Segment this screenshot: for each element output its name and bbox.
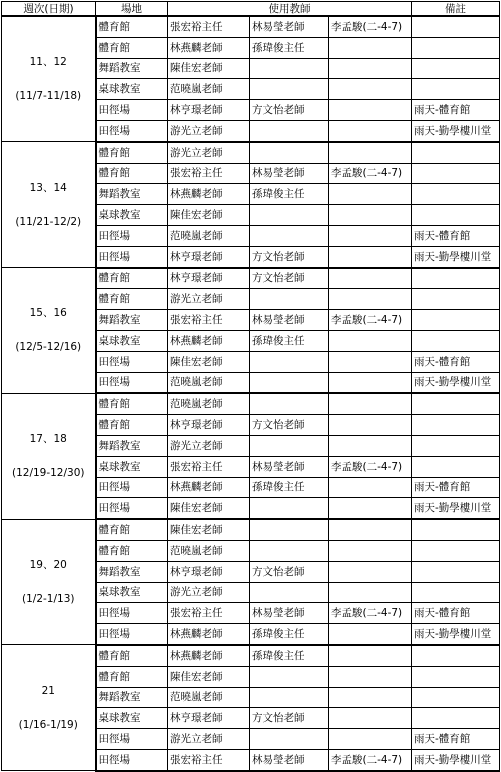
teacher-cell: 張宏裕主任	[168, 163, 250, 184]
venue-cell: 體育館	[96, 37, 168, 58]
teacher-cell	[329, 100, 412, 121]
remark-cell: 雨天-體育館	[412, 351, 500, 372]
teacher-cell: 林亨璟老師	[168, 246, 250, 267]
teacher-cell: 游光立老師	[168, 582, 250, 603]
venue-cell: 舞蹈教室	[96, 687, 168, 708]
remark-cell	[412, 205, 500, 226]
remark-cell: 雨天-勤學樓川堂	[412, 749, 500, 770]
venue-cell: 田徑場	[96, 225, 168, 246]
table-row	[2, 645, 500, 666]
venue-cell: 田徑場	[96, 749, 168, 770]
teacher-cell: 林亨璟老師	[168, 100, 250, 121]
teacher-cell: 林燕麟老師	[168, 477, 250, 498]
teacher-cell: 林易瑩老師	[250, 603, 329, 624]
teacher-cell	[250, 393, 329, 414]
table-row	[2, 16, 500, 37]
teacher-cell: 李孟駿(二-4-7)	[329, 603, 412, 624]
teacher-cell: 孫瑋俊主任	[250, 184, 329, 205]
teacher-cell	[329, 477, 412, 498]
venue-cell: 桌球教室	[96, 582, 168, 603]
teacher-cell: 孫瑋俊主任	[250, 477, 329, 498]
teacher-cell: 林燕麟老師	[168, 37, 250, 58]
remark-cell	[412, 540, 500, 561]
venue-cell: 田徑場	[96, 498, 168, 519]
teacher-cell	[329, 415, 412, 436]
teacher-cell	[329, 120, 412, 141]
remark-cell	[412, 582, 500, 603]
teacher-cell: 林燕麟老師	[168, 624, 250, 645]
venue-cell: 田徑場	[96, 120, 168, 141]
venue-cell: 體育館	[96, 666, 168, 687]
remark-cell	[412, 561, 500, 582]
table-row	[2, 142, 500, 163]
teacher-cell	[329, 561, 412, 582]
remark-cell: 雨天-體育館	[412, 603, 500, 624]
teacher-cell	[329, 435, 412, 456]
teacher-cell: 方文怡老師	[250, 415, 329, 436]
venue-cell: 桌球教室	[96, 708, 168, 729]
week-cell	[2, 519, 96, 645]
venue-cell: 舞蹈教室	[96, 58, 168, 79]
week-cell	[2, 142, 96, 268]
teacher-cell: 林易瑩老師	[250, 456, 329, 477]
week-number: 15、16	[29, 307, 67, 320]
venue-cell: 舞蹈教室	[96, 561, 168, 582]
venue-cell: 體育館	[96, 393, 168, 414]
teacher-cell: 林易瑩老師	[250, 163, 329, 184]
teacher-cell	[329, 225, 412, 246]
teacher-cell: 方文怡老師	[250, 268, 329, 289]
teacher-cell: 范曉嵐老師	[168, 79, 250, 100]
week-date-range: (12/5-12/16)	[15, 341, 82, 354]
teacher-cell	[329, 519, 412, 540]
venue-cell: 桌球教室	[96, 456, 168, 477]
teacher-cell: 陳佳宏老師	[168, 205, 250, 226]
teacher-cell: 方文怡老師	[250, 561, 329, 582]
venue-cell: 體育館	[96, 415, 168, 436]
remark-cell	[412, 163, 500, 184]
teacher-cell: 林易瑩老師	[250, 16, 329, 37]
venue-cell: 田徑場	[96, 372, 168, 393]
teacher-cell	[250, 120, 329, 141]
week-date-range: (11/7-11/18)	[15, 90, 82, 103]
table-row	[2, 519, 500, 540]
teacher-cell	[250, 289, 329, 310]
teacher-cell	[250, 519, 329, 540]
teacher-cell	[250, 498, 329, 519]
teacher-cell: 張宏裕主任	[168, 749, 250, 770]
week-number: 11、12	[29, 56, 67, 69]
teacher-cell	[329, 351, 412, 372]
teacher-cell	[250, 540, 329, 561]
venue-cell: 田徑場	[96, 729, 168, 750]
teacher-cell: 孫瑋俊主任	[250, 645, 329, 666]
week-date-range: (12/19-12/30)	[11, 467, 85, 480]
teacher-cell	[329, 393, 412, 414]
week-date-range: (1/16-1/19)	[18, 718, 78, 731]
teacher-cell	[250, 58, 329, 79]
schedule-sheet	[1, 1, 499, 766]
teacher-cell	[329, 58, 412, 79]
teacher-cell	[329, 498, 412, 519]
teacher-cell	[250, 687, 329, 708]
week-number: 21	[41, 684, 55, 697]
venue-cell: 體育館	[96, 268, 168, 289]
teacher-cell	[329, 645, 412, 666]
teacher-cell: 游光立老師	[168, 729, 250, 750]
remark-cell	[412, 16, 500, 37]
teacher-cell	[329, 268, 412, 289]
week-date-range: (1/2-1/13)	[22, 593, 75, 606]
remark-cell: 雨天-勤學樓川堂	[412, 372, 500, 393]
teacher-cell: 陳佳宏老師	[168, 58, 250, 79]
remark-cell	[412, 37, 500, 58]
teacher-cell	[329, 540, 412, 561]
remark-cell: 雨天-勤學樓川堂	[412, 624, 500, 645]
venue-cell: 體育館	[96, 519, 168, 540]
teacher-cell	[329, 142, 412, 163]
teacher-cell: 李孟駿(二-4-7)	[329, 310, 412, 331]
teacher-cell: 游光立老師	[168, 289, 250, 310]
teacher-cell: 張宏裕主任	[168, 603, 250, 624]
teacher-cell	[329, 666, 412, 687]
teacher-cell: 林亨璟老師	[168, 415, 250, 436]
teacher-cell	[250, 79, 329, 100]
remark-cell	[412, 687, 500, 708]
teacher-cell: 林亨璟老師	[168, 561, 250, 582]
venue-cell: 田徑場	[96, 603, 168, 624]
teacher-cell: 林亨璟老師	[168, 268, 250, 289]
teacher-cell: 游光立老師	[168, 120, 250, 141]
header-remarks: 備註	[412, 2, 500, 17]
teacher-cell	[329, 624, 412, 645]
teacher-cell: 林易瑩老師	[250, 310, 329, 331]
venue-cell: 體育館	[96, 645, 168, 666]
venue-cell: 體育館	[96, 16, 168, 37]
teacher-cell: 范曉嵐老師	[168, 687, 250, 708]
teacher-cell: 陳佳宏老師	[168, 666, 250, 687]
venue-cell: 田徑場	[96, 351, 168, 372]
remark-cell: 雨天-體育館	[412, 477, 500, 498]
teacher-cell	[329, 289, 412, 310]
teacher-cell: 張宏裕主任	[168, 16, 250, 37]
teacher-cell: 孫瑋俊主任	[250, 37, 329, 58]
teacher-cell	[250, 351, 329, 372]
teacher-cell	[250, 225, 329, 246]
teacher-cell: 陳佳宏老師	[168, 498, 250, 519]
teacher-cell: 方文怡老師	[250, 708, 329, 729]
header-teachers: 使用教師	[168, 2, 412, 17]
teacher-cell	[329, 79, 412, 100]
teacher-cell: 孫瑋俊主任	[250, 330, 329, 351]
teacher-cell	[250, 729, 329, 750]
remark-cell	[412, 666, 500, 687]
remark-cell	[412, 708, 500, 729]
teacher-cell	[329, 37, 412, 58]
teacher-cell: 李孟駿(二-4-7)	[329, 163, 412, 184]
remark-cell	[412, 58, 500, 79]
teacher-cell	[250, 372, 329, 393]
remark-cell	[412, 79, 500, 100]
remark-cell: 雨天-體育館	[412, 729, 500, 750]
teacher-cell: 李孟駿(二-4-7)	[329, 749, 412, 770]
week-number: 19、20	[29, 559, 67, 572]
remark-cell	[412, 415, 500, 436]
remark-cell	[412, 645, 500, 666]
header-venue: 場地	[96, 2, 168, 17]
teacher-cell	[250, 435, 329, 456]
venue-cell: 體育館	[96, 540, 168, 561]
venue-schedule-table	[1, 1, 500, 772]
week-cell	[2, 16, 96, 142]
header-week: 週次(日期)	[2, 2, 96, 17]
venue-cell: 田徑場	[96, 477, 168, 498]
remark-cell: 雨天-勤學樓川堂	[412, 498, 500, 519]
teacher-cell: 范曉嵐老師	[168, 225, 250, 246]
week-number: 17、18	[29, 433, 67, 446]
remark-cell: 雨天-體育館	[412, 100, 500, 121]
teacher-cell	[329, 205, 412, 226]
teacher-cell	[250, 582, 329, 603]
week-cell	[2, 645, 96, 771]
schedule-body	[2, 16, 500, 771]
table-row	[2, 393, 500, 414]
teacher-cell	[329, 184, 412, 205]
teacher-cell: 林亨璟老師	[168, 708, 250, 729]
teacher-cell: 李孟駿(二-4-7)	[329, 16, 412, 37]
remark-cell	[412, 142, 500, 163]
venue-cell: 桌球教室	[96, 79, 168, 100]
teacher-cell	[250, 666, 329, 687]
teacher-cell	[329, 372, 412, 393]
remark-cell	[412, 456, 500, 477]
venue-cell: 田徑場	[96, 100, 168, 121]
venue-cell: 田徑場	[96, 624, 168, 645]
teacher-cell	[329, 708, 412, 729]
teacher-cell: 方文怡老師	[250, 100, 329, 121]
week-cell	[2, 268, 96, 394]
teacher-cell: 游光立老師	[168, 142, 250, 163]
venue-cell: 體育館	[96, 289, 168, 310]
teacher-cell	[329, 330, 412, 351]
teacher-cell: 陳佳宏老師	[168, 519, 250, 540]
venue-cell: 舞蹈教室	[96, 310, 168, 331]
teacher-cell: 林燕麟老師	[168, 184, 250, 205]
teacher-cell: 林燕麟老師	[168, 645, 250, 666]
teacher-cell	[329, 687, 412, 708]
week-date-range: (11/21-12/2)	[15, 215, 82, 228]
venue-cell: 舞蹈教室	[96, 184, 168, 205]
teacher-cell: 李孟駿(二-4-7)	[329, 456, 412, 477]
remark-cell: 雨天-體育館	[412, 225, 500, 246]
remark-cell	[412, 289, 500, 310]
teacher-cell: 張宏裕主任	[168, 310, 250, 331]
teacher-cell: 游光立老師	[168, 435, 250, 456]
teacher-cell: 陳佳宏老師	[168, 351, 250, 372]
remark-cell	[412, 184, 500, 205]
teacher-cell	[250, 142, 329, 163]
remark-cell: 雨天-勤學樓川堂	[412, 120, 500, 141]
teacher-cell: 范曉嵐老師	[168, 372, 250, 393]
teacher-cell: 孫瑋俊主任	[250, 624, 329, 645]
remark-cell: 雨天-勤學樓川堂	[412, 246, 500, 267]
venue-cell: 桌球教室	[96, 330, 168, 351]
remark-cell	[412, 519, 500, 540]
teacher-cell: 林易瑩老師	[250, 749, 329, 770]
teacher-cell	[329, 582, 412, 603]
teacher-cell: 張宏裕主任	[168, 456, 250, 477]
teacher-cell	[329, 729, 412, 750]
header-row	[2, 2, 500, 17]
venue-cell: 桌球教室	[96, 205, 168, 226]
remark-cell	[412, 268, 500, 289]
remark-cell	[412, 393, 500, 414]
venue-cell: 田徑場	[96, 246, 168, 267]
venue-cell: 體育館	[96, 142, 168, 163]
table-row	[2, 268, 500, 289]
teacher-cell: 范曉嵐老師	[168, 540, 250, 561]
teacher-cell: 方文怡老師	[250, 246, 329, 267]
teacher-cell: 范曉嵐老師	[168, 393, 250, 414]
week-cell	[2, 393, 96, 519]
teacher-cell	[329, 246, 412, 267]
venue-cell: 體育館	[96, 163, 168, 184]
teacher-cell	[250, 205, 329, 226]
venue-cell: 舞蹈教室	[96, 435, 168, 456]
remark-cell	[412, 310, 500, 331]
teacher-cell: 林燕麟老師	[168, 330, 250, 351]
week-number: 13、14	[29, 181, 67, 194]
remark-cell	[412, 330, 500, 351]
remark-cell	[412, 435, 500, 456]
